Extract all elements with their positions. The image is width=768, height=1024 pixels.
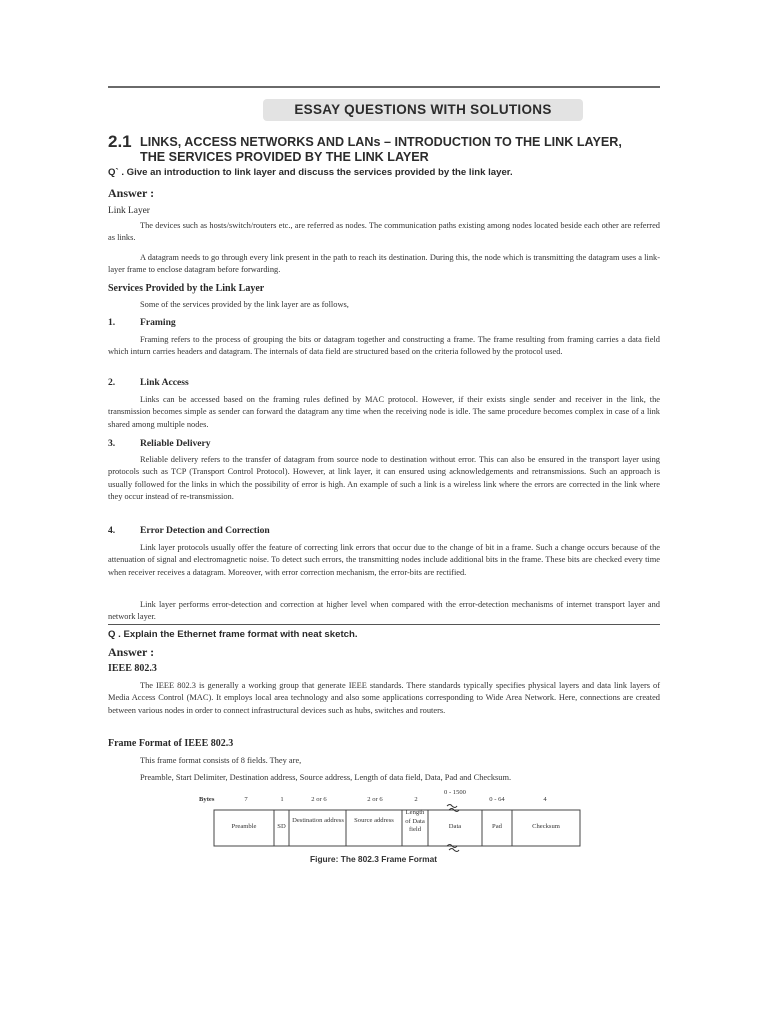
ieee-para-text: The IEEE 802.3 is generally a working group that generate IEEE standards. There standards typically specifies physical layers and data link layers of Media Access Control (MAC). It employs local area technology and also some applications corresponding to Wide Area Network. Here, connections are created between various nodes in order to connect infrastructural devices such as hubs, switches and routers. (108, 681, 660, 715)
field-data: Data (448, 823, 462, 830)
bytes-preamble: 7 (244, 796, 248, 803)
bytes-length: 2 (414, 796, 418, 803)
break-mark-bottom (447, 845, 459, 852)
service-4-title: Error Detection and Correction (140, 525, 270, 536)
question-2: Q . Explain the Ethernet frame format with neat sketch. (108, 629, 358, 640)
field-length: Length of Data field (405, 809, 425, 833)
ieee-para (108, 680, 660, 717)
service-4-text (108, 542, 660, 579)
link-layer-para-1-text: The devices such as hosts/switch/routers etc., are referred as nodes. The communication paths existing among nodes located beside each other are referred as links. (108, 221, 660, 243)
bytes-label: Bytes (199, 796, 215, 803)
frame-format-line1 (108, 755, 660, 767)
service-2-text (108, 394, 660, 431)
link-layer-para-2-text: A datagram needs to go through every link present in the path to reach its destination. During this, the node which is transmitting the datagram uses a link-layer frame to enclose datagram before forwarding. (108, 253, 660, 275)
services-intro-text: Some of the services provided by the link layer are as follows, (140, 300, 349, 309)
service-2-text-body: Links can be accessed based on the framing rules defined by MAC protocol. However, if their exists single sender and receiver in the link, the transmission becomes simple as sender can forward the datagram any time when the receiving node is idle. The same procedure becomes complex in case of a link shared among multiple nodes. (108, 395, 660, 429)
break-mark-top (447, 805, 459, 812)
field-source: Source address (354, 817, 394, 824)
service-4-number: 4. (108, 525, 116, 536)
service-2-title: Link Access (140, 377, 189, 388)
bytes-data: 0 - 1500 (444, 789, 466, 796)
bytes-pad: 0 - 64 (489, 796, 505, 803)
section-banner: ESSAY QUESTIONS WITH SOLUTIONS (263, 99, 583, 121)
field-sd: SD (277, 823, 286, 830)
service-1-title: Framing (140, 317, 176, 328)
field-checksum: Checksum (532, 823, 560, 830)
question-1: Q` . Give an introduction to link layer and discuss the services provided by the link layer. (108, 167, 513, 178)
service-4-text-body: Link layer protocols usually offer the feature of correcting link errors that occur due to the change of bit in a frame. Such a change occurs because of the attenuation of signal and electromagnetic noise. To detect such errors, the transmitting nodes include additional bits in the frame. These bits are checked every time when receiver receives a datagram. Moreover, with error correction mechanism, the error-bits are rectified. (108, 543, 660, 577)
answer-label-2: Answer : (108, 645, 155, 659)
answer-label-1: Answer : (108, 186, 155, 200)
frame-format-line2-text: Preamble, Start Delimiter, Destination address, Source address, Length of data field, Data, Pad and Checksum. (140, 773, 512, 782)
bytes-source: 2 or 6 (367, 796, 383, 803)
service-1-text (108, 334, 660, 359)
field-destination: Destination address (292, 817, 344, 824)
link-layer-para-1 (108, 220, 660, 245)
field-preamble: Preamble (231, 823, 257, 830)
service-1-number: 1. (108, 317, 116, 328)
top-rule (108, 86, 660, 88)
section-title-line1: LINKS, ACCESS NETWORKS AND LANs – INTRODUCTION TO THE LINK LAYER, (140, 135, 622, 149)
frame-format-line1-text: This frame format consists of 8 fields. They are, (140, 756, 302, 765)
bytes-sd: 1 (280, 796, 284, 803)
service-4-text-2-body: Link layer performs error-detection and correction at higher level when compared with the error-detection mechanisms of internet transport layer and network layer. (108, 600, 660, 622)
service-3-number: 3. (108, 438, 116, 449)
section-number: 2.1 (108, 132, 132, 151)
service-4-text-2 (108, 599, 660, 624)
link-layer-para-2 (108, 252, 660, 277)
bytes-destination: 2 or 6 (311, 796, 327, 803)
services-intro (108, 299, 660, 311)
service-1-text-body: Framing refers to the process of grouping the bits or datagram together and constructing a frame. The frame resulting from framing carries a data field which inturn carries headers and datagram. The internals of data field are structured based on the criteria followed by the protocol used. (108, 335, 660, 357)
service-3-text-body: Reliable delivery refers to the transfer of datagram from source node to destination without error. This can also be ensured in the transport layer using protocols such as TCP (Transport Control Protocol). However, at link layer, it can ensured using acknowledgements and retransmissions. Such an approach is usually followed for the links in which the possibility of error is high. An example of such a link is a wireless link where the errors are corrected in the link where they occur instead of re-transmission. (108, 455, 660, 502)
ieee-heading: IEEE 802.3 (108, 663, 157, 674)
service-2-number: 2. (108, 377, 116, 388)
figure-caption: Figure: The 802.3 Frame Format (310, 854, 438, 864)
services-heading: Services Provided by the Link Layer (108, 283, 265, 294)
service-3-text (108, 454, 660, 504)
question-divider (108, 624, 660, 625)
frame-format-line2 (108, 772, 660, 784)
bytes-checksum: 4 (543, 796, 547, 803)
section-title-line2: THE SERVICES PROVIDED BY THE LINK LAYER (140, 150, 429, 164)
frame-format-heading: Frame Format of IEEE 802.3 (108, 738, 234, 749)
service-3-title: Reliable Delivery (140, 438, 211, 449)
link-layer-heading: Link Layer (108, 206, 150, 216)
field-pad: Pad (492, 823, 502, 830)
